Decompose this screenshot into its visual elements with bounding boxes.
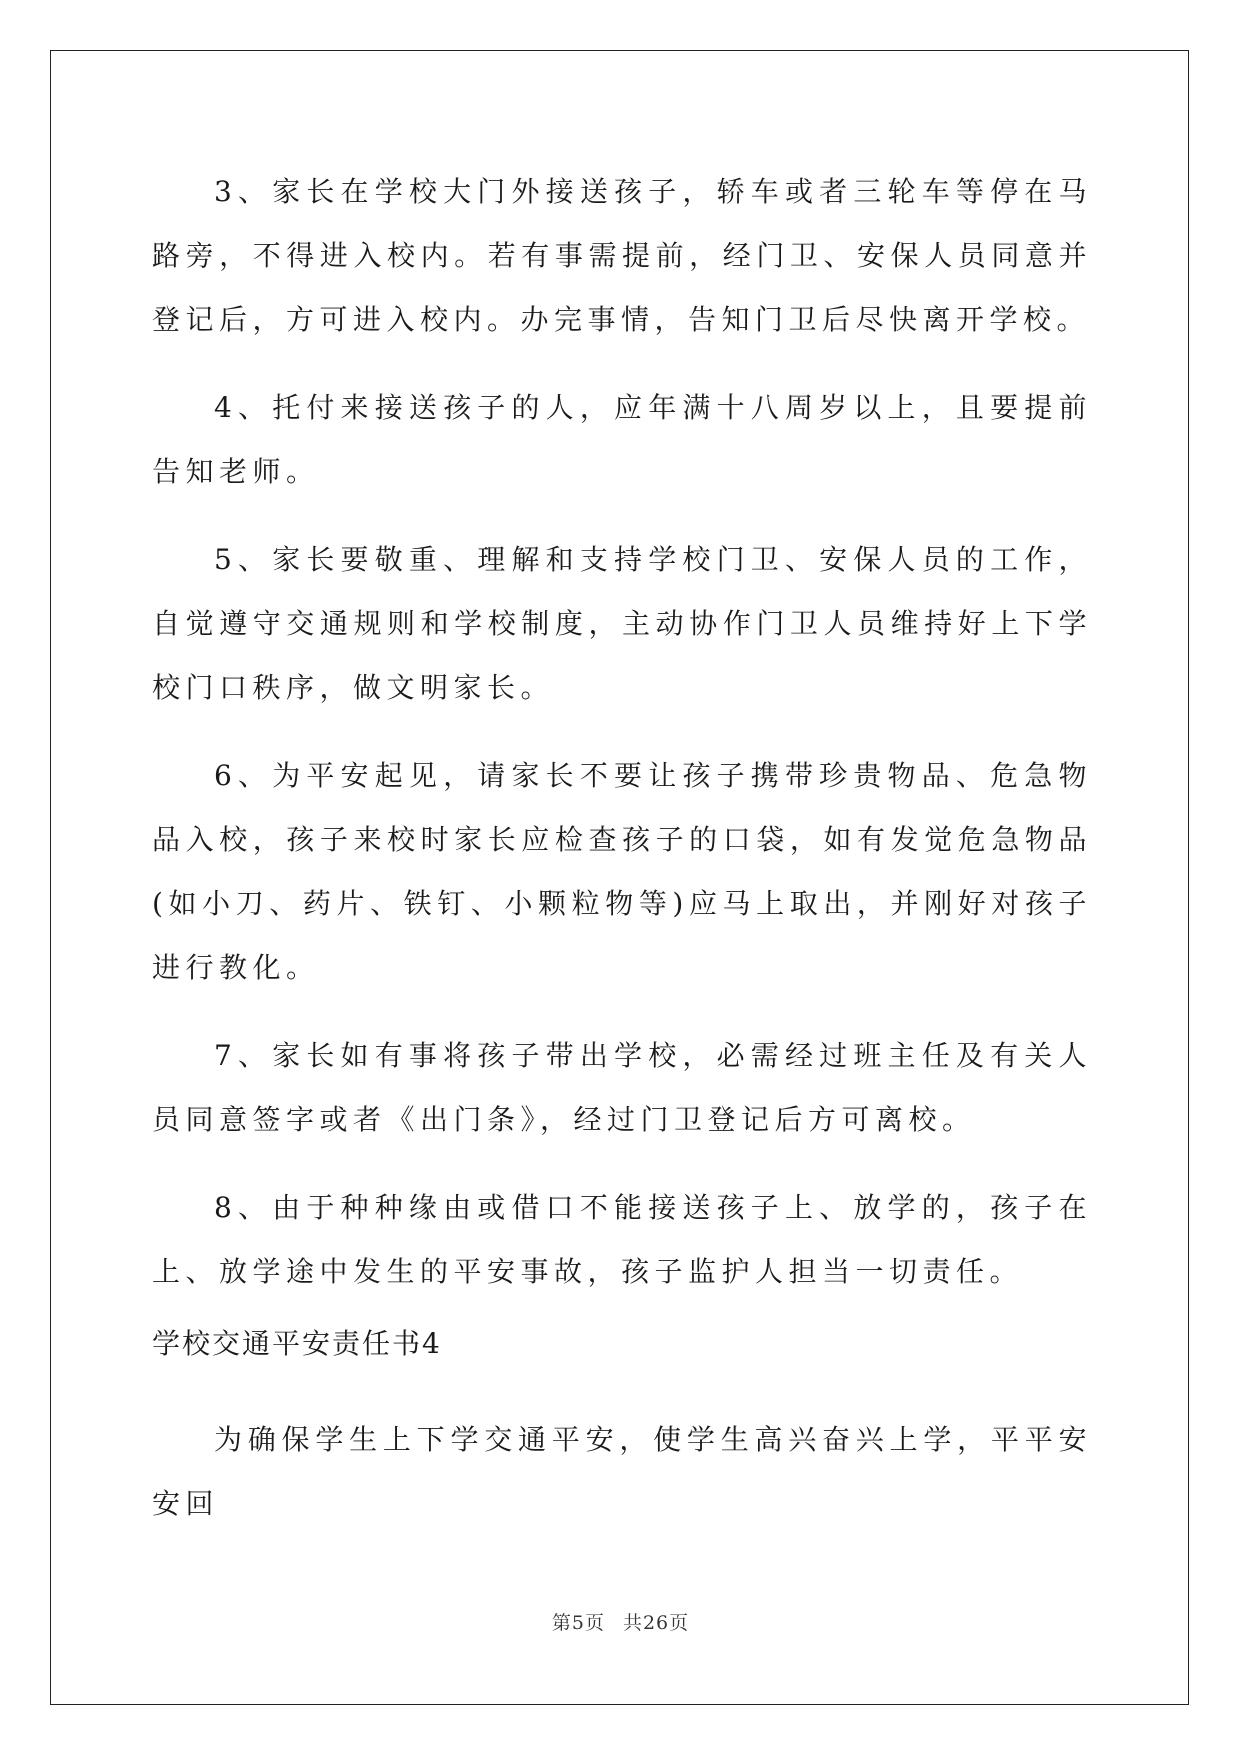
- paragraph-intro: 为确保学生上下学交通平安，使学生高兴奋兴上学，平平安安回: [152, 1423, 1092, 1520]
- page-footer: [0, 1608, 1241, 1635]
- paragraph-item-8: 8、由于种种缘由或借口不能接送孩子上、放学的，孩子在上、放学途中发生的平安事故，孩子监护人担当一切责任。: [152, 1191, 1092, 1288]
- section-heading: 学校交通平安责任书4: [152, 1327, 442, 1360]
- paragraph-item-5: 5、家长要敬重、理解和支持学校门卫、安保人员的工作，自觉遵守交通规则和学校制度，主动协作门卫人员维持好上下学校门口秩序，做文明家长。: [152, 543, 1092, 704]
- document-body: [152, 160, 1092, 1560]
- paragraph-item-4: 4、托付来接送孩子的人，应年满十八周岁以上，且要提前告知老师。: [152, 391, 1092, 488]
- paragraph-item-7: 7、家长如有事将孩子带出学校，必需经过班主任及有关人员同意签字或者《出门条》，经过门卫登记后方可离校。: [152, 1039, 1092, 1136]
- paragraph-item-6: 6、为平安起见，请家长不要让孩子携带珍贵物品、危急物品入校，孩子来校时家长应检查孩子的口袋，如有发觉危急物品(如小刀、药片、铁钉、小颗粒物等)应马上取出，并刚好对孩子进行教化。: [152, 759, 1092, 984]
- page-number: 第5页: [551, 1612, 605, 1634]
- paragraph-item-3: 3、家长在学校大门外接送孩子，轿车或者三轮车等停在马路旁，不得进入校内。若有事需提前，经门卫、安保人员同意并登记后，方可进入校内。办完事情，告知门卫后尽快离开学校。: [152, 175, 1092, 336]
- page-total: 共26页: [622, 1612, 690, 1634]
